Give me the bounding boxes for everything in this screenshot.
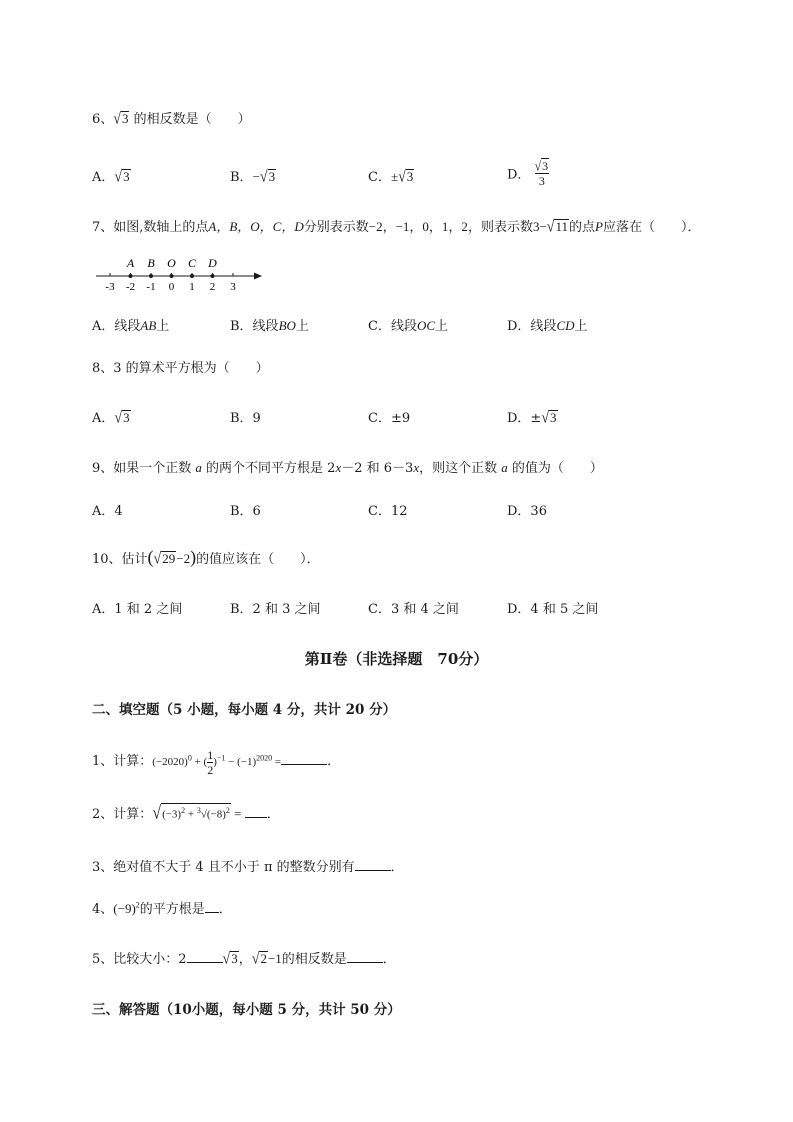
q6-option-a[interactable]: A．√3 xyxy=(92,168,130,187)
q7-option-b[interactable]: B．线段BO上 xyxy=(230,318,309,334)
number-line-point xyxy=(190,274,194,278)
q9-option-d[interactable]: D．36 xyxy=(507,504,547,519)
number-line-point xyxy=(149,274,153,278)
fill-1-blank[interactable] xyxy=(281,752,327,765)
section3-heading: 三、解答题（10小题，每小题 5 分，共计 50 分） xyxy=(92,1002,401,1018)
fill-2-blank[interactable] xyxy=(245,805,267,818)
number-line-point xyxy=(211,274,215,278)
number-line-tick-label: -1 xyxy=(146,281,156,293)
q8-option-c[interactable]: C．±9 xyxy=(368,411,411,426)
number-line-arrow xyxy=(254,273,262,280)
q6-option-d[interactable]: D． $\frac{√3}{3}$ xyxy=(507,157,549,188)
fill-1: 1、计算：$(-2020)^0$ + ( $\frac{1}{2}$ )$^{-1} - (-1)^{2020}$ = ． xyxy=(92,748,341,777)
q9-option-a[interactable]: A．4 xyxy=(92,504,123,519)
number-line-tick-label: 1 xyxy=(189,281,195,293)
fill-3: 3、绝对值不大于 4 且不小于 π 的整数分别有 ． xyxy=(92,860,404,875)
q10-stem: 10、估计(√29−2)的值应该在（ ）． xyxy=(92,547,320,569)
q10-option-b[interactable]: B．2 和 3 之间 xyxy=(230,602,321,617)
number-line-tick-label: 3 xyxy=(230,281,236,293)
q9-option-b[interactable]: B．6 xyxy=(230,504,261,519)
number-line-point-label: B xyxy=(147,256,155,270)
number-line-point xyxy=(129,274,133,278)
part2-title: 第Ⅱ卷（非选择题 70分） xyxy=(304,650,489,668)
section2-heading: 二、填空题（5 小题，每小题 4 分，共计 20 分） xyxy=(92,702,397,718)
q9-stem: 9、如果一个正数 a 的两个不同平方根是 2x－2 和 6－3x，则这个正数 a 的值为（ ） xyxy=(92,460,603,476)
number-line xyxy=(92,252,272,294)
number-line-point xyxy=(170,274,174,278)
q7-option-d[interactable]: D．线段CD上 xyxy=(507,318,588,334)
q7-stem: 7、如图,数轴上的点A，B，O，C，D分别表示数−2，−1，0，1，2，则表示数3−√11的点P应落在（ ）． xyxy=(92,218,701,237)
q6-option-b[interactable]: B．−√3 xyxy=(230,168,276,187)
fill-3-blank[interactable] xyxy=(355,858,391,871)
q10-option-d[interactable]: D．4 和 5 之间 xyxy=(507,602,599,617)
q7-option-a[interactable]: A．线段AB上 xyxy=(92,318,170,334)
fill-4: 4、$(-9)^2$的平方根是 ． xyxy=(92,900,232,917)
number-line-tick-label: -2 xyxy=(125,281,136,293)
number-line-point-label: C xyxy=(187,256,197,270)
q10-option-c[interactable]: C．3 和 4 之间 xyxy=(368,602,459,617)
q7-option-c[interactable]: C．线段OC上 xyxy=(368,318,449,334)
fill-4-blank[interactable] xyxy=(205,900,219,913)
fill-5: 5、比较大小：2 √3，√2−1的相反数是 ． xyxy=(92,950,396,969)
q6-stem: 6、√3 的相反数是（ ） xyxy=(92,110,251,129)
sqrt-expr: √3 xyxy=(113,110,129,129)
fill-2: 2、计算：$√(-3)^2 + ^3√(-8)^2$ = ． xyxy=(92,803,280,824)
number-line-point-label: D xyxy=(208,256,217,270)
q10-option-a[interactable]: A．1 和 2 之间 xyxy=(92,602,183,617)
number-line-tick-label: 2 xyxy=(209,281,216,293)
number-line-tick-label: -3 xyxy=(105,281,115,293)
q8-stem: 8、3 的算术平方根为（ ） xyxy=(92,361,269,376)
number-line-tick-label: 0 xyxy=(168,281,175,293)
q8-option-b[interactable]: B．9 xyxy=(230,411,261,426)
q9-option-c[interactable]: C．12 xyxy=(368,504,408,519)
number-line-point-label: A xyxy=(126,256,135,270)
q8-option-d[interactable]: D．±√3 xyxy=(507,409,557,428)
number-line-point-label: O xyxy=(167,256,176,270)
q6-option-c[interactable]: C．±√3 xyxy=(368,168,414,187)
q8-option-a[interactable]: A．√3 xyxy=(92,409,130,428)
fill-5-blank-2[interactable] xyxy=(347,950,383,963)
fill-5-blank-1[interactable] xyxy=(187,950,223,963)
